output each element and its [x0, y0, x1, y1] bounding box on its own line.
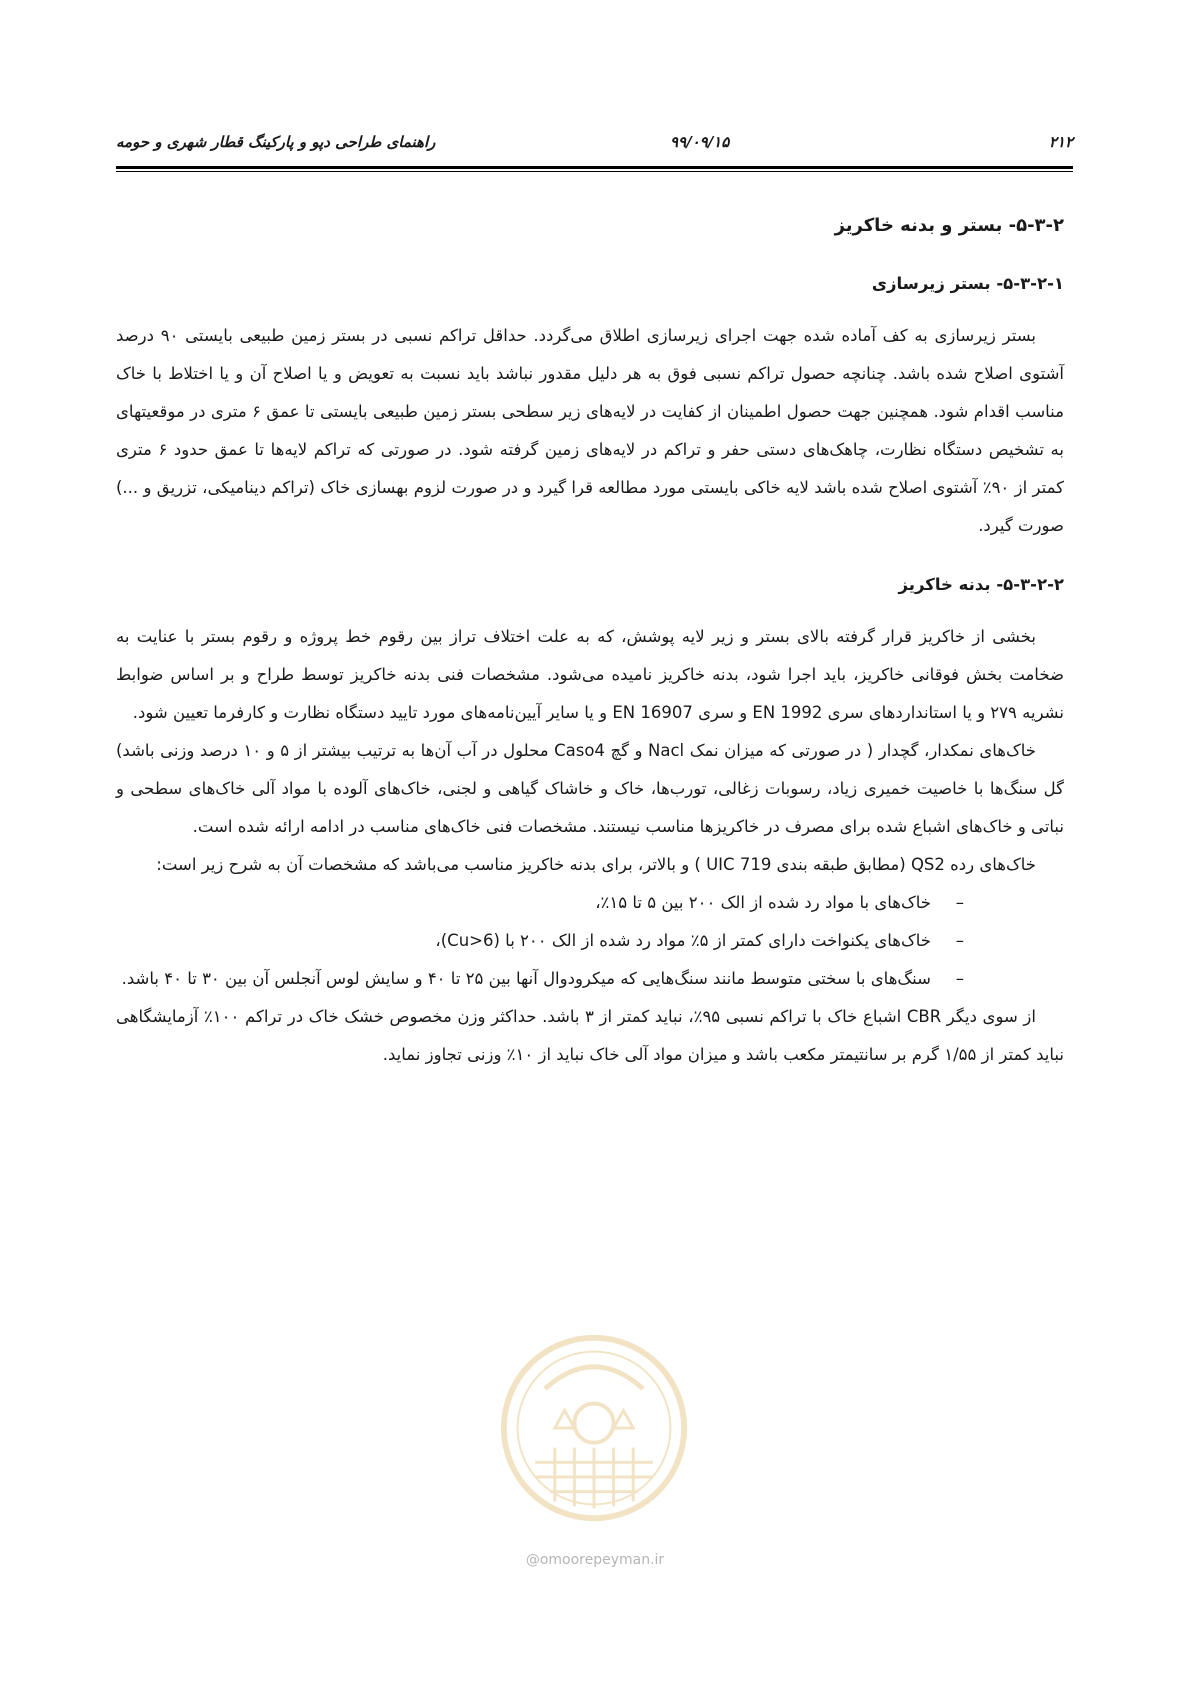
list-item: – خاک‌های یکنواخت دارای کمتر از ۵٪ مواد رد شده از الک ۲۰۰ با (Cu>6)، — [116, 922, 964, 960]
bullet-list — [116, 884, 1064, 998]
paragraph-suitable-soils: خاک‌های رده QS2 (مطابق طبقه بندی UIC 719 ) و بالاتر، برای بدنه خاکریز مناسب می‌باشد که مشخصات آن به شرح زیر است: — [156, 855, 1036, 874]
header-document-title: راهنمای طراحی دپو و پارکینگ قطار شهری و حومه — [116, 133, 436, 151]
paragraph-subgrade: بستر زیرسازی به کف آماده شده جهت اجرای زیرسازی اطلاق می‌گردد. حداقل تراکم نسبی در بستر زمین طبیعی بایستی ۹۰ درصد آشتوی اصلاح شده باشد. چنانچه حصول تراکم نسبی فوق به هر دلیل مقدور نباشد باید نسبت به تعویض و یا اصلاح آن و یا اختلاط با خاک مناسب اقدام شود. همچنین جهت حصول اطمینان از کفایت در لایه‌های زیر سطحی بستر زمین طبیعی بایستی تا عمق ۶ متری در موقعیتهای به تشخیص دستگاه نظارت، چاهک‌های دستی حفر و تراکم در لایه‌های زمین گرفته شود. در صورتی که تراکم لایه‌ها تا عمق حدود ۶ متری کمتر از ۹۰٪ آشتوی اصلاح شده باشد لایه خاکی بایستی مورد مطالعه قرا گیرد و در صورت لزوم بهسازی خاک (تراکم دینامیکی، تزریق و ...) صورت گیرد. — [116, 326, 1064, 535]
header-date: ۹۹/۰۹/۱۵ — [670, 133, 730, 151]
watermark-site: @omoorepeyman.ir — [525, 1552, 665, 1568]
list-item: – خاک‌های با مواد رد شده از الک ۲۰۰ بین ۵ تا ۱۵٪، — [116, 884, 964, 922]
subsection-title-1: ۵-۳-۲-۱- بستر زیرسازی — [871, 274, 1064, 293]
paragraph-unsuitable-soils: خاک‌های نمکدار، گچدار ( در صورتی که میزان نمک Nacl و گچ Caso4 محلول در آب آن‌ها به ترتیب بیشتر از ۵ و ۱۰ درصد وزنی باشد) گل سنگ‌ها با خاصیت خمیری زیاد، رسوبات زغالی، تورب‌ها، خاک و خاشاک گیاهی و لجنی، خاک‌های آلوده با مواد آلی خاک‌های سطحی و نباتی و خاک‌های اشباع شده برای مصرف در خاکریزها مناسب نیستند. مشخصات فنی خاک‌های مناسب در ادامه ارائه شده است. — [116, 741, 1064, 836]
list-item: – سنگ‌های با سختی متوسط مانند سنگ‌هایی که میکرودوال آنها بین ۲۵ تا ۴۰ و سایش لوس آنجلس آن بین ۳۰ تا ۴۰ باشد. — [116, 960, 964, 998]
section-title: ۵-۳-۲- بستر و بدنه خاکریز — [834, 215, 1064, 236]
header-rule — [116, 166, 1073, 172]
page-content — [116, 213, 1064, 1074]
subsection-title-2: ۵-۳-۲-۲- بدنه خاکریز — [898, 575, 1064, 594]
paragraph-embankment-body: بخشی از خاکریز قرار گرفته بالای بستر و زیر لایه پوشش، که به علت اختلاف تراز بین رقوم خط پروژه و رقوم بستر با عنایت به ضخامت بخش فوقانی خاکریز، باید اجرا شود، بدنه خاکریز نامیده می‌شود. مشخصات فنی بدنه خاکریز توسط طراح و بر اساس ضوابط نشریه ۲۷۹ و یا استانداردهای سری EN 1992 و سری EN 16907 و یا سایر آیین‌نامه‌های مورد تایید دستگاه نظارت و کارفرما تعیین شود. — [116, 627, 1064, 722]
watermark-seal-icon — [496, 1330, 692, 1526]
page-header — [116, 133, 1073, 159]
page-number: ۲۱۲ — [1048, 133, 1073, 151]
paragraph-cbr: از سوی دیگر CBR اشباع خاک با تراکم نسبی ۹۵٪، نباید کمتر از ۳ باشد. حداکثر وزن مخصوص خشک خاک در تراکم ۱۰۰٪ آزمایشگاهی نباید کمتر از ۱/۵۵ گرم بر سانتیمتر مکعب باشد و میزان مواد آلی خاک نباید از ۱۰٪ وزنی تجاوز نماید. — [116, 1007, 1064, 1064]
